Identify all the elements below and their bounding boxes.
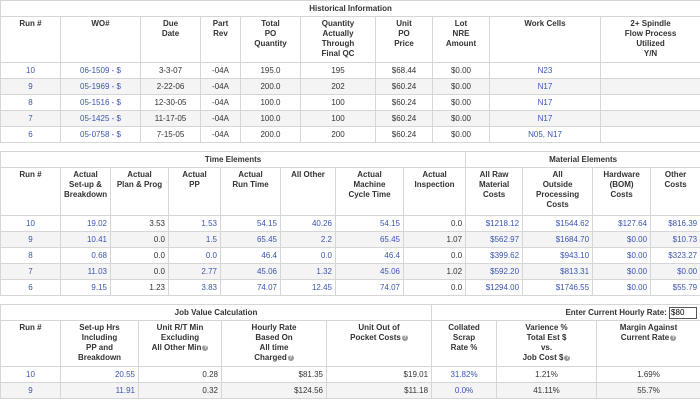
- table-row: [1, 383, 700, 399]
- raw-material-value[interactable]: $592.20: [466, 264, 523, 280]
- hardware-value[interactable]: $127.64: [593, 216, 651, 232]
- col-due-date: Due Date: [141, 17, 201, 63]
- qty-final-qc: 100: [301, 111, 376, 127]
- spindle: [601, 79, 700, 95]
- info-icon[interactable]: ?: [203, 344, 207, 351]
- total-po-qty: 100.0: [241, 95, 301, 111]
- historical-title: Historical Information: [1, 1, 700, 17]
- pp-value[interactable]: 1.53: [169, 216, 221, 232]
- part-rev: -04A: [201, 111, 241, 127]
- col-plan-prog: Actual Plan & Prog: [111, 168, 169, 216]
- col-unit-oop: Unit Out of Pocket Costs ?: [327, 321, 432, 367]
- variance-value: 1.21%: [497, 367, 597, 383]
- plan-prog-value: 1.23: [111, 280, 169, 296]
- unit-rt-value: 0.32: [139, 383, 222, 399]
- setup-value[interactable]: 10.41: [61, 232, 111, 248]
- cycle-time-value[interactable]: 46.4: [336, 248, 404, 264]
- part-rev: -04A: [201, 79, 241, 95]
- total-po-qty: 200.0: [241, 127, 301, 143]
- wo-link[interactable]: 05-1969 - $: [61, 79, 141, 95]
- cycle-time-value[interactable]: 74.07: [336, 280, 404, 296]
- wo-link[interactable]: 05-0758 - $: [61, 127, 141, 143]
- col-margin: Margin Against Current Rate ?: [597, 321, 700, 367]
- section-spacer: [0, 143, 700, 151]
- hourly-rate-input[interactable]: [669, 307, 697, 319]
- col-outside-processing: All Outside Processing Costs: [523, 168, 593, 216]
- work-cells-link[interactable]: N17: [490, 111, 601, 127]
- unit-oop-value: $19.01: [327, 367, 432, 383]
- due-date: 3-3-07: [141, 63, 201, 79]
- hardware-value[interactable]: $0.00: [593, 248, 651, 264]
- info-icon[interactable]: ?: [403, 334, 407, 341]
- col-wo: WO#: [61, 17, 141, 63]
- col-raw-material: All Raw Material Costs: [466, 168, 523, 216]
- material-elements-title: Material Elements: [466, 152, 700, 168]
- setup-value[interactable]: 0.68: [61, 248, 111, 264]
- run-time-value[interactable]: 65.45: [221, 232, 281, 248]
- unit-oop-value: $11.18: [327, 383, 432, 399]
- raw-material-value[interactable]: $1294.00: [466, 280, 523, 296]
- col-inspection: Actual Inspection: [404, 168, 466, 216]
- qty-final-qc: 202: [301, 79, 376, 95]
- setup-value[interactable]: 11.03: [61, 264, 111, 280]
- scrap-rate-value[interactable]: 31.82%: [432, 367, 497, 383]
- inspection-value: 0.0: [404, 216, 466, 232]
- run-link[interactable]: 10: [1, 216, 61, 232]
- hourly-rate-label: Enter Current Hourly Rate:: [565, 307, 667, 317]
- col-all-other: All Other: [281, 168, 336, 216]
- inspection-value: 1.02: [404, 264, 466, 280]
- hardware-value[interactable]: $0.00: [593, 280, 651, 296]
- table-row: [1, 79, 700, 95]
- table-row: [1, 264, 700, 280]
- hourly-rate-value: $124.56: [222, 383, 327, 399]
- lot-nre: $0.00: [433, 79, 490, 95]
- other-costs-value[interactable]: $323.27: [651, 248, 700, 264]
- table-row: [1, 232, 700, 248]
- col-spindle: 2+ Spindle Flow Process Utilized Y/N: [601, 17, 700, 63]
- other-costs-value[interactable]: $10.73: [651, 232, 700, 248]
- plan-prog-value: 0.0: [111, 264, 169, 280]
- lot-nre: $0.00: [433, 63, 490, 79]
- unit-po-price: $68.44: [376, 63, 433, 79]
- wo-link[interactable]: 06-1509 - $: [61, 63, 141, 79]
- margin-value: 55.7%: [597, 383, 700, 399]
- run-link[interactable]: 8: [1, 248, 61, 264]
- col-work-cells: Work Cells: [490, 17, 601, 63]
- run-time-value[interactable]: 54.15: [221, 216, 281, 232]
- inspection-value: 1.07: [404, 232, 466, 248]
- lot-nre: $0.00: [433, 127, 490, 143]
- part-rev: -04A: [201, 127, 241, 143]
- unit-po-price: $60.24: [376, 79, 433, 95]
- all-other-value[interactable]: 2.2: [281, 232, 336, 248]
- outside-processing-value[interactable]: $1746.55: [523, 280, 593, 296]
- col-variance: Varience % Total Est $ vs. Job Cost $ ?: [497, 321, 597, 367]
- table-row: [1, 127, 700, 143]
- other-costs-value[interactable]: $55.79: [651, 280, 700, 296]
- all-other-value[interactable]: 40.26: [281, 216, 336, 232]
- raw-material-value[interactable]: $562.97: [466, 232, 523, 248]
- hardware-value[interactable]: $0.00: [593, 264, 651, 280]
- plan-prog-value: 0.0: [111, 232, 169, 248]
- table-row: [1, 248, 700, 264]
- table-row: [1, 367, 700, 383]
- time-elements-title: Time Elements: [1, 152, 466, 168]
- outside-processing-value[interactable]: $813.31: [523, 264, 593, 280]
- col-run-time: Actual Run Time: [221, 168, 281, 216]
- col-pp: Actual PP: [169, 168, 221, 216]
- qty-final-qc: 200: [301, 127, 376, 143]
- col-run: Run #: [1, 321, 61, 367]
- col-qty-final-qc: Quantity Actually Through Final QC: [301, 17, 376, 63]
- other-costs-value[interactable]: $0.00: [651, 264, 700, 280]
- cycle-time-value[interactable]: 45.06: [336, 264, 404, 280]
- col-run: Run #: [1, 168, 61, 216]
- col-part-rev: Part Rev: [201, 17, 241, 63]
- info-icon[interactable]: ?: [671, 334, 675, 341]
- run-time-value[interactable]: 46.4: [221, 248, 281, 264]
- col-unit-po-price: Unit PO Price: [376, 17, 433, 63]
- section-spacer: [0, 296, 700, 304]
- run-link[interactable]: 8: [1, 95, 61, 111]
- run-time-value[interactable]: 74.07: [221, 280, 281, 296]
- all-other-value[interactable]: 1.32: [281, 264, 336, 280]
- wo-link[interactable]: 05-1425 - $: [61, 111, 141, 127]
- all-other-value[interactable]: 12.45: [281, 280, 336, 296]
- pp-value[interactable]: 0.0: [169, 248, 221, 264]
- spindle: [601, 111, 700, 127]
- raw-material-value[interactable]: $1218.12: [466, 216, 523, 232]
- col-hardware: Hardware (BOM) Costs: [593, 168, 651, 216]
- inspection-value: 0.0: [404, 248, 466, 264]
- hardware-value[interactable]: $0.00: [593, 232, 651, 248]
- historical-table: [0, 0, 700, 143]
- run-link[interactable]: 7: [1, 264, 61, 280]
- part-rev: -04A: [201, 63, 241, 79]
- col-total-po-qty: Total PO Quantity: [241, 17, 301, 63]
- run-link[interactable]: 9: [1, 79, 61, 95]
- col-cycle-time: Actual Machine Cycle Time: [336, 168, 404, 216]
- table-row: [1, 216, 700, 232]
- qty-final-qc: 100: [301, 95, 376, 111]
- spindle: [601, 95, 700, 111]
- variance-value: 41.11%: [497, 383, 597, 399]
- qty-final-qc: 195: [301, 63, 376, 79]
- due-date: 2-22-06: [141, 79, 201, 95]
- work-cells-link[interactable]: N23: [490, 63, 601, 79]
- unit-po-price: $60.24: [376, 111, 433, 127]
- run-link[interactable]: 7: [1, 111, 61, 127]
- outside-processing-value[interactable]: $1544.62: [523, 216, 593, 232]
- all-other-value[interactable]: 0.0: [281, 248, 336, 264]
- cycle-time-value[interactable]: 54.15: [336, 216, 404, 232]
- spindle: [601, 63, 700, 79]
- other-costs-value[interactable]: $816.39: [651, 216, 700, 232]
- outside-processing-value[interactable]: $943.10: [523, 248, 593, 264]
- col-setup: Actual Set-up & Breakdown: [61, 168, 111, 216]
- setup-hrs-value[interactable]: 11.91: [61, 383, 139, 399]
- outside-processing-value[interactable]: $1684.70: [523, 232, 593, 248]
- time-material-table: [0, 151, 700, 296]
- lot-nre: $0.00: [433, 111, 490, 127]
- col-run: Run #: [1, 17, 61, 63]
- pp-value[interactable]: 2.77: [169, 264, 221, 280]
- hourly-rate-value: $81.35: [222, 367, 327, 383]
- plan-prog-value: 0.0: [111, 248, 169, 264]
- col-hourly-rate: Hourly Rate Based On All time Charged ?: [222, 321, 327, 367]
- run-link[interactable]: 6: [1, 280, 61, 296]
- run-link[interactable]: 10: [1, 367, 61, 383]
- run-link[interactable]: 10: [1, 63, 61, 79]
- due-date: 12-30-05: [141, 95, 201, 111]
- run-time-value[interactable]: 45.06: [221, 264, 281, 280]
- wo-link[interactable]: 05-1516 - $: [61, 95, 141, 111]
- unit-rt-value: 0.28: [139, 367, 222, 383]
- job-value-title: Job Value Calculation: [1, 305, 432, 321]
- unit-po-price: $60.24: [376, 127, 433, 143]
- col-unit-rt: Unit R/T Min Excluding All Other Min ?: [139, 321, 222, 367]
- spindle: [601, 127, 700, 143]
- table-row: [1, 95, 700, 111]
- total-po-qty: 100.0: [241, 111, 301, 127]
- job-value-table: [0, 304, 700, 399]
- cycle-time-value[interactable]: 65.45: [336, 232, 404, 248]
- work-cells-link[interactable]: N17: [490, 95, 601, 111]
- table-row: [1, 111, 700, 127]
- plan-prog-value: 3.53: [111, 216, 169, 232]
- pp-value[interactable]: 1.5: [169, 232, 221, 248]
- pp-value[interactable]: 3.83: [169, 280, 221, 296]
- total-po-qty: 195.0: [241, 63, 301, 79]
- run-link[interactable]: 6: [1, 127, 61, 143]
- col-setup-hrs: Set-up Hrs Including PP and Breakdown: [61, 321, 139, 367]
- scrap-rate-value[interactable]: 0.0%: [432, 383, 497, 399]
- info-icon[interactable]: ?: [289, 354, 293, 361]
- lot-nre: $0.00: [433, 95, 490, 111]
- info-icon[interactable]: ?: [565, 354, 569, 361]
- run-link[interactable]: 9: [1, 232, 61, 248]
- col-scrap-rate: Collated Scrap Rate %: [432, 321, 497, 367]
- hourly-rate-control: [432, 305, 700, 321]
- setup-value[interactable]: 9.15: [61, 280, 111, 296]
- margin-value: 1.69%: [597, 367, 700, 383]
- col-other-costs: Other Costs: [651, 168, 700, 216]
- due-date: 11-17-05: [141, 111, 201, 127]
- total-po-qty: 200.0: [241, 79, 301, 95]
- due-date: 7-15-05: [141, 127, 201, 143]
- setup-hrs-value[interactable]: 20.55: [61, 367, 139, 383]
- unit-po-price: $60.24: [376, 95, 433, 111]
- run-link[interactable]: 9: [1, 383, 61, 399]
- part-rev: -04A: [201, 95, 241, 111]
- table-row: [1, 63, 700, 79]
- work-cells-link[interactable]: N17: [490, 79, 601, 95]
- work-cells-link[interactable]: N05, N17: [490, 127, 601, 143]
- col-lot-nre: Lot NRE Amount: [433, 17, 490, 63]
- raw-material-value[interactable]: $399.62: [466, 248, 523, 264]
- inspection-value: 0.0: [404, 280, 466, 296]
- setup-value[interactable]: 19.02: [61, 216, 111, 232]
- table-row: [1, 280, 700, 296]
